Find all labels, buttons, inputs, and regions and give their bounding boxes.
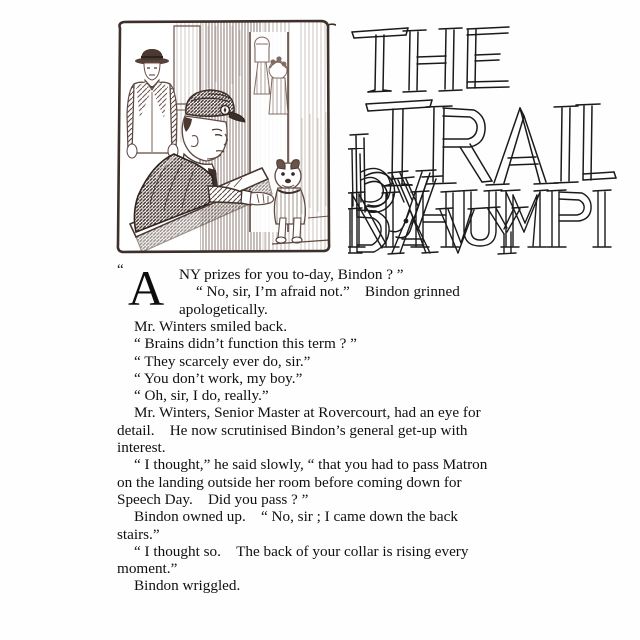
chapter-illustration [112, 18, 336, 256]
paragraph-line: Mr. Winters, Senior Master at Rovercourt, had an eye for [134, 404, 481, 422]
paragraph-line: “ I thought so. The back of your collar is rising every [134, 542, 469, 560]
paragraph-line: Bindon owned up. “ No, sir ; I came down the back [134, 508, 458, 526]
paragraph: “ You don’t work, my boy.” [134, 369, 303, 387]
paragraph-line: “ I thought,” he said slowly, “ that you had to pass Matron [134, 456, 488, 474]
drop-cap-letter: A [128, 260, 165, 316]
chapter-head [0, 0, 640, 262]
paragraph: Mr. Winters smiled back. [134, 318, 288, 335]
paragraph-line: on the landing outside her room before coming down for [117, 473, 462, 491]
paragraph-line: interest. [117, 439, 166, 457]
opening-paragraph [117, 260, 509, 318]
paragraph: “ Oh, sir, I do, really.” [134, 387, 269, 405]
chapter-body-text [117, 260, 509, 595]
paragraph: “ They scarcely ever do, sir.” [134, 352, 311, 370]
paragraph [117, 404, 509, 456]
paragraph-line: Speech Day. Did you pass ? ” [117, 490, 309, 508]
paragraph [117, 543, 509, 578]
opening-quote-mark: “ [117, 262, 124, 278]
byline-lettering [348, 148, 618, 258]
paragraph-line: NY prizes for you to-day, Bindon ? ” [179, 266, 404, 283]
paragraph [117, 508, 509, 543]
paragraph: “ Brains didn’t function this term ? ” [134, 335, 357, 353]
paragraph-line: moment.” [117, 560, 178, 578]
paragraph-line: detail. He now scrutinised Bindon’s general get-up with [117, 421, 468, 439]
paragraph-line: stairs.” [117, 525, 160, 543]
paragraph: Bindon wriggled. [134, 577, 241, 595]
paragraph-line: “ No, sir, I’m afraid not.” Bindon grinned [196, 283, 460, 301]
paragraph [117, 456, 509, 508]
paragraph-line: apologetically. [179, 300, 268, 318]
